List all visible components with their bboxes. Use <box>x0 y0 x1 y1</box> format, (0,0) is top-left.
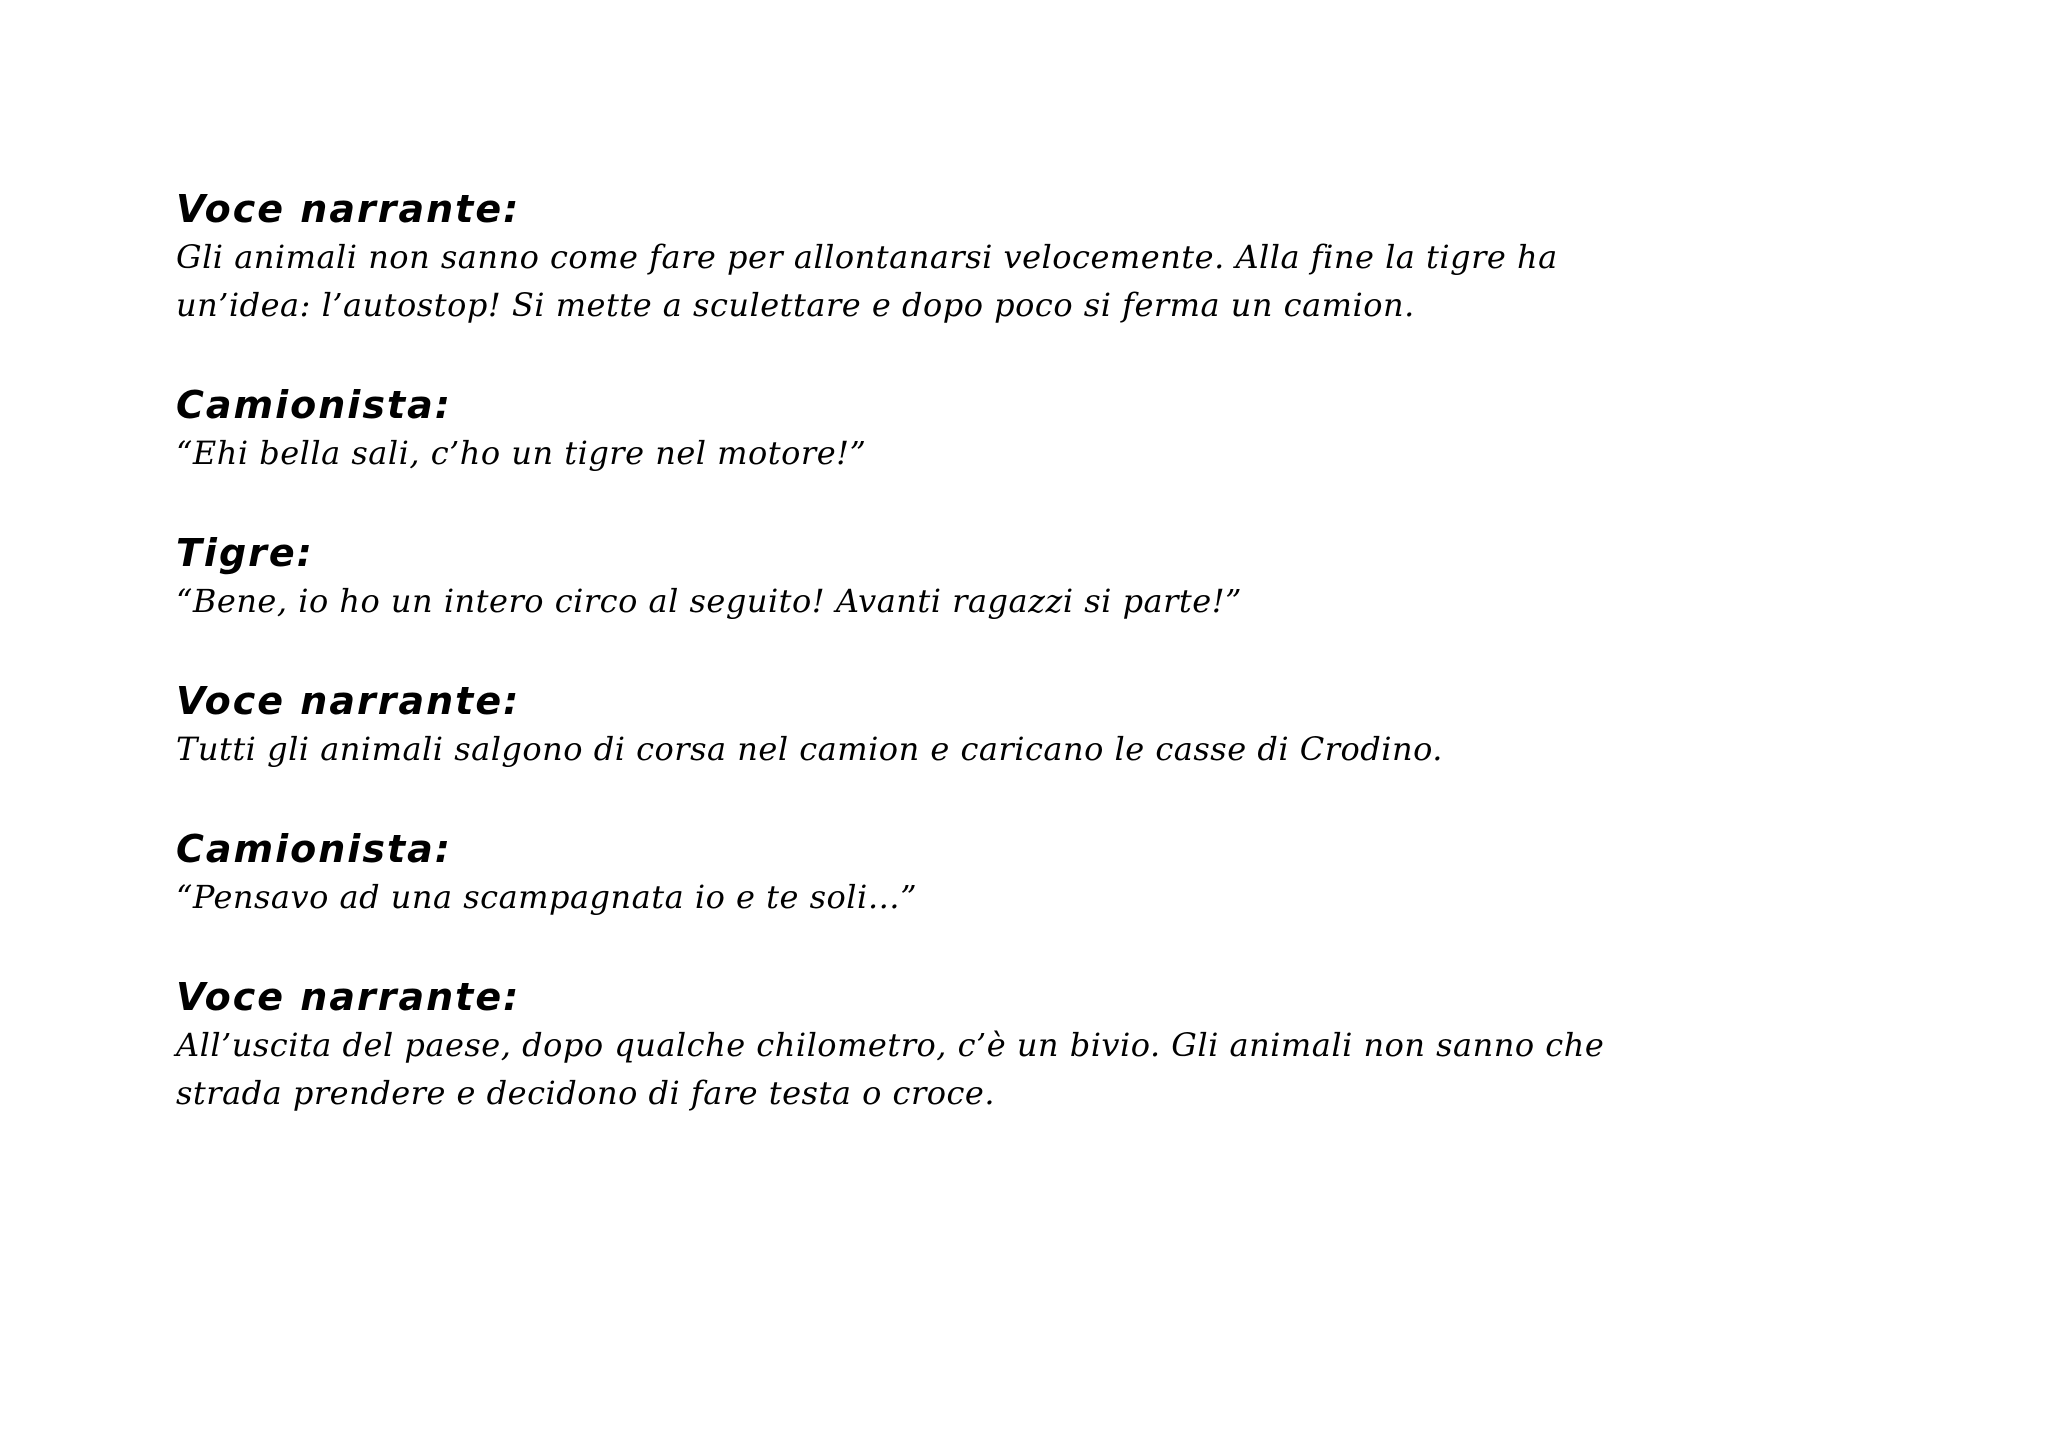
dialogue-block-tigre <box>176 529 1936 625</box>
dialogue-block-narrator-1 <box>176 185 1936 329</box>
dialogue-block-camionista-2 <box>176 825 1936 921</box>
speaker-label: Camionista: <box>176 827 452 871</box>
dialogue-text: “Ehi bella sali, c’ho un tigre nel motore!” <box>176 434 867 472</box>
speaker-label: Tigre: <box>176 531 314 575</box>
dialogue-text: Gli animali non sanno come fare per allontanarsi velocemente. Alla fine la tigre ha un’idea: l’autostop! Si mette a sculettare e dopo poco si ferma un camion. <box>176 238 1558 324</box>
dialogue-block-narrator-3 <box>176 973 1936 1117</box>
script-page <box>176 185 1936 1169</box>
dialogue-block-narrator-2 <box>176 677 1936 773</box>
speaker-label: Voce narrante: <box>176 187 521 231</box>
speaker-label: Voce narrante: <box>176 679 521 723</box>
speaker-label: Camionista: <box>176 383 452 427</box>
dialogue-text: Tutti gli animali salgono di corsa nel camion e caricano le casse di Crodino. <box>176 730 1443 768</box>
dialogue-block-camionista-1 <box>176 381 1936 477</box>
dialogue-text: “Pensavo ad una scampagnata io e te soli…” <box>176 878 918 916</box>
dialogue-text: “Bene, io ho un intero circo al seguito! Avanti ragazzi si parte!” <box>176 582 1242 620</box>
speaker-label: Voce narrante: <box>176 975 521 1019</box>
dialogue-text: All’uscita del paese, dopo qualche chilometro, c’è un bivio. Gli animali non sanno che strada prendere e decidono di fare testa o croce. <box>176 1026 1605 1112</box>
